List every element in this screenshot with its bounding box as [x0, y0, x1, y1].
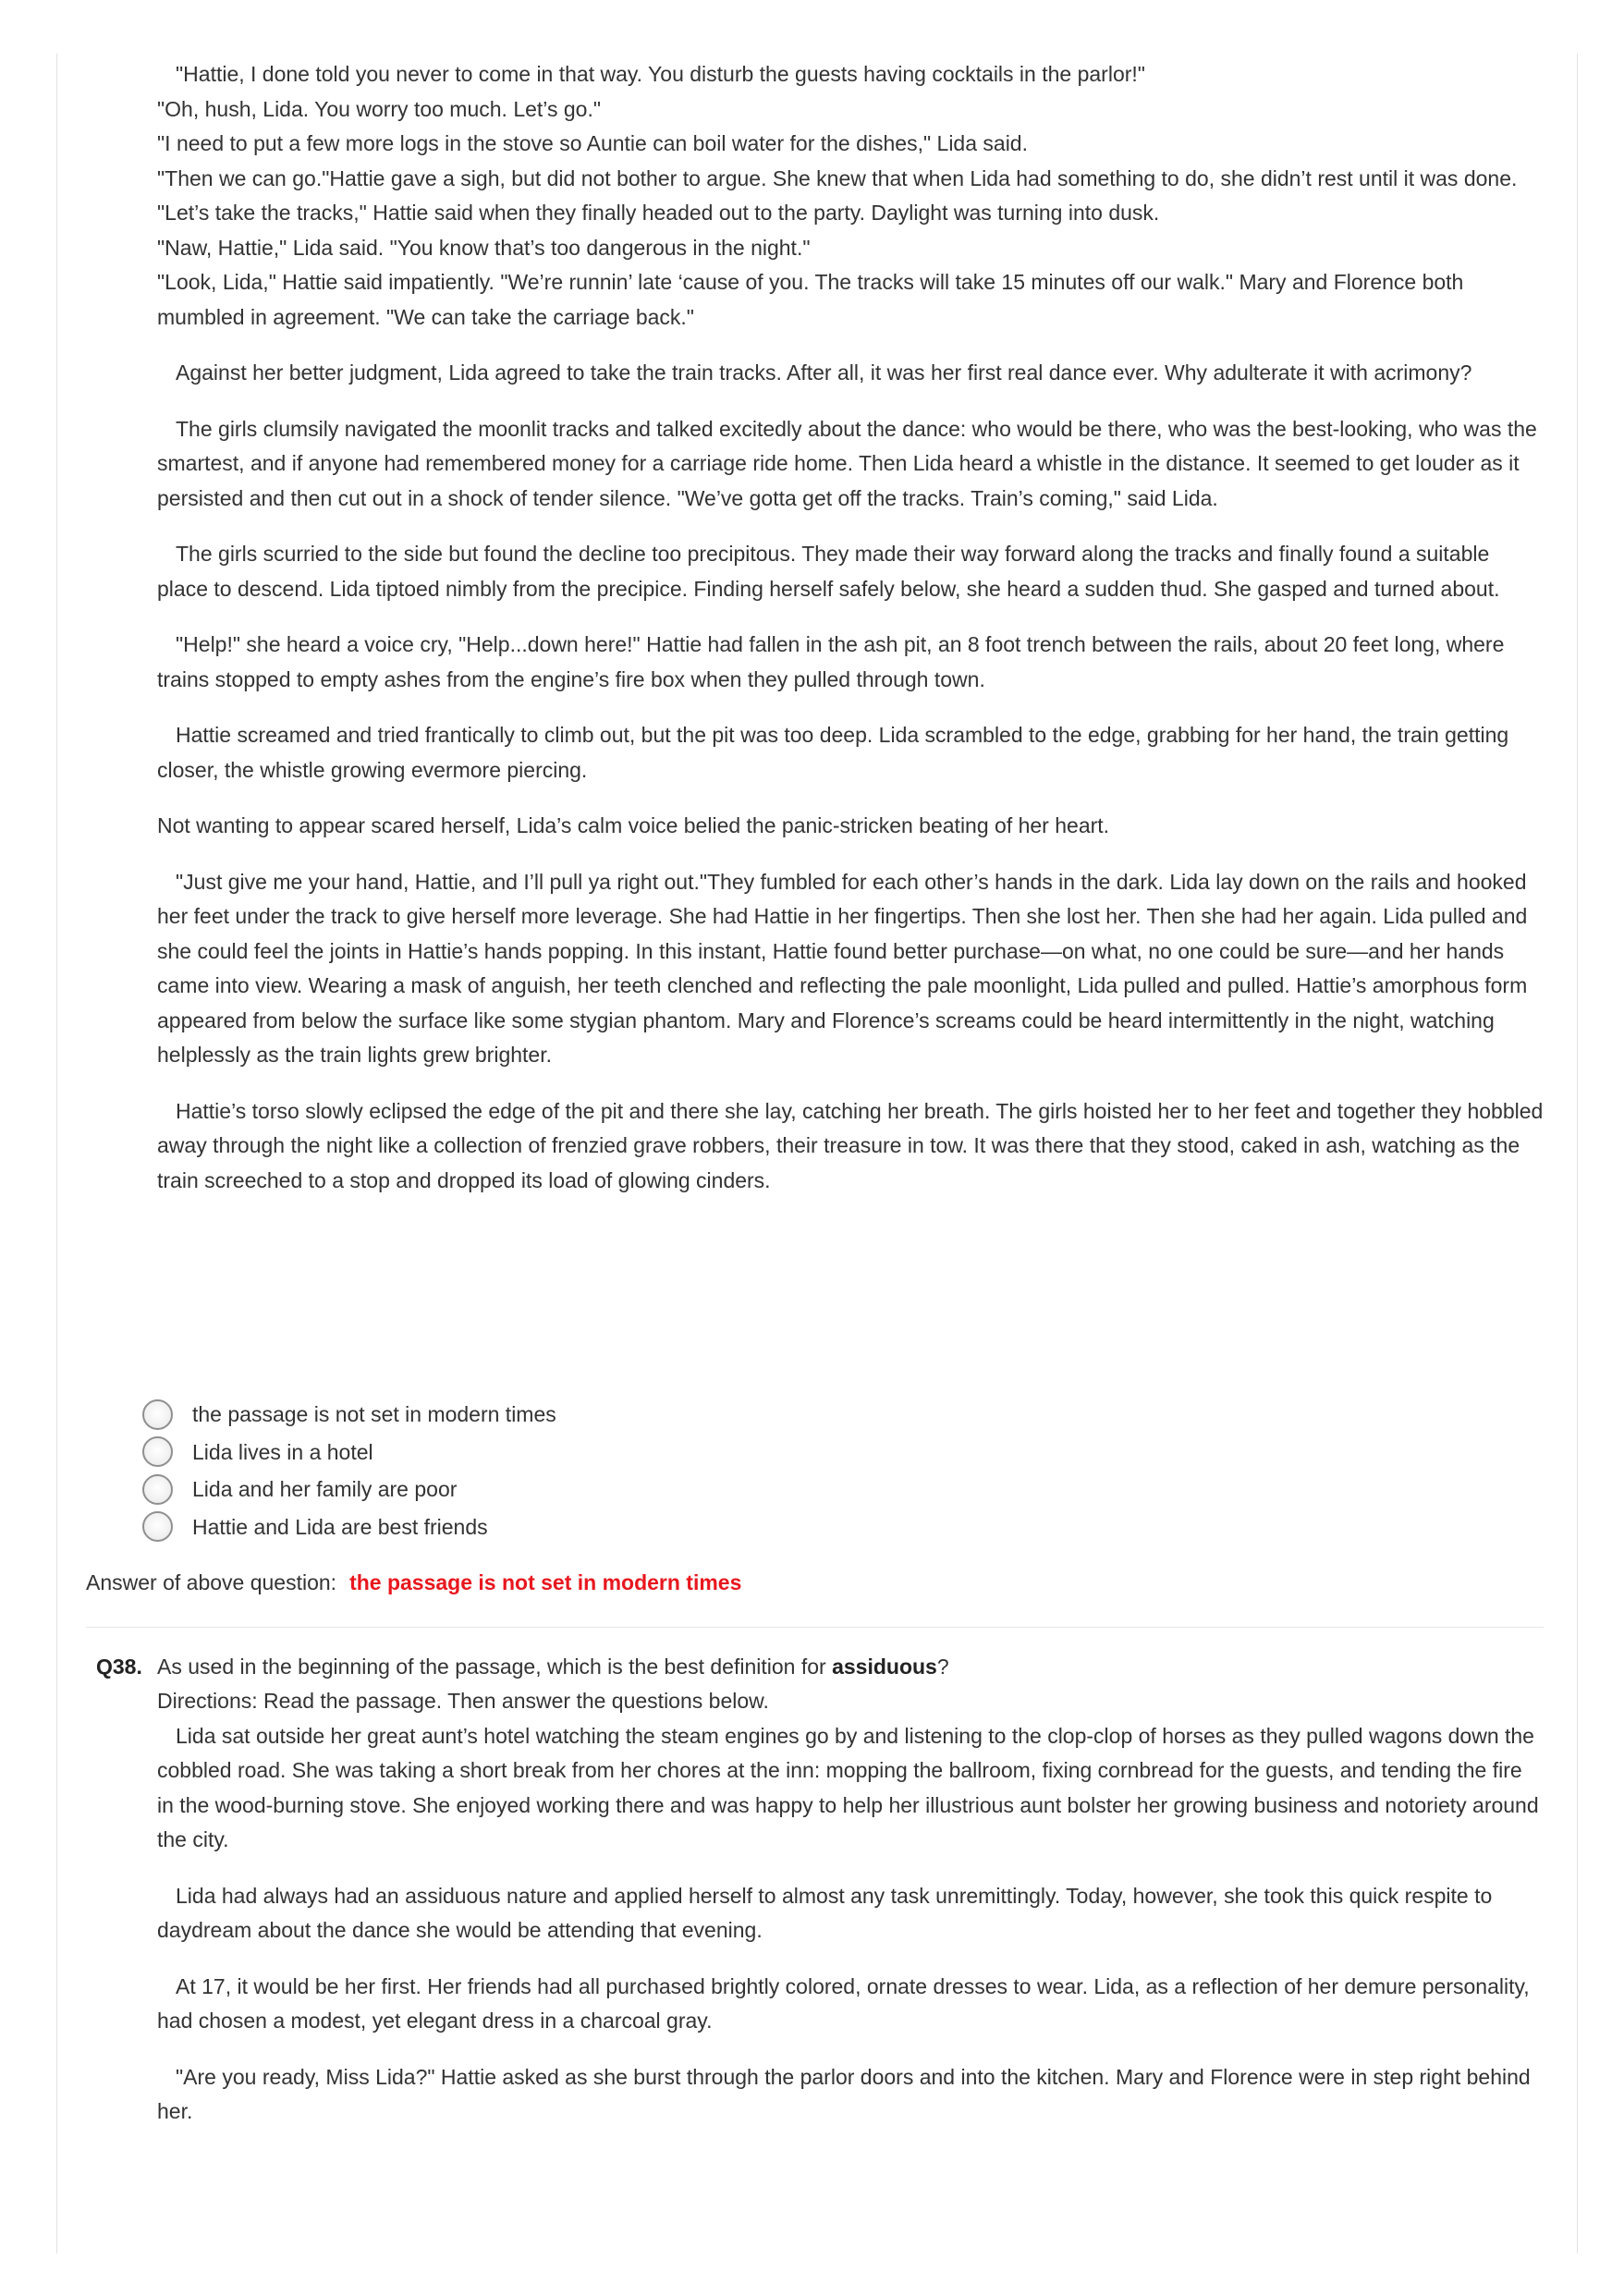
left-border-line — [56, 54, 57, 2253]
answer-label: Answer of above question: — [86, 1570, 337, 1594]
passage-paragraph: "Naw, Hattie," Lida said. "You know that’s too dangerous in the night." — [157, 235, 811, 260]
passage-paragraph: The girls clumsily navigated the moonlit tracks and talked excitedly about the dance: who would be there, who was the best-looking, who was the smartest, and if anyone had remembered money for a carriage ride home. Then Lida heard a whistle in the distance. It seemed to get louder as it persisted and then cut out in a shock of tender silence. "We’ve gotta get off the tracks. Train’s coming," said Lida. — [157, 416, 1537, 510]
question-text-before: As used in the beginning of the passage, which is the best definition for — [157, 1655, 833, 1679]
option-3[interactable] — [142, 1471, 556, 1508]
question-text — [157, 1653, 949, 1680]
answer-value: the passage is not set in modern times — [349, 1570, 742, 1594]
option-label: Hattie and Lida are best friends — [192, 1514, 488, 1539]
option-1[interactable] — [142, 1396, 556, 1434]
passage-paragraph: "Are you ready, Miss Lida?" Hattie asked as she burst through the parlor doors and into the kitchen. Mary and Florence were in step right behind her. — [157, 2064, 1531, 2123]
option-2[interactable] — [142, 1434, 556, 1472]
option-4[interactable] — [142, 1508, 556, 1546]
passage-paragraph: Lida had always had an assiduous nature and applied herself to almost any task unremittingly. Today, however, she took this quick respite to daydream about the dance she would be attending that evening. — [157, 1883, 1493, 1942]
passage-paragraph: At 17, it would be her first. Her friends had all purchased brightly colored, ornate dresses to wear. Lida, as a reflection of her demure personality, had chosen a modest, yet elegant dress in a charcoal gray. — [157, 1973, 1530, 2033]
passage-paragraph: Hattie screamed and tried frantically to climb out, but the pit was too deep. Lida scrambled to the edge, grabbing for her hand, the train getting closer, the whistle growing evermore piercing. — [157, 723, 1509, 782]
answer-options — [142, 1396, 556, 1545]
radio-button[interactable] — [142, 1474, 173, 1505]
right-border-line — [1577, 54, 1578, 2253]
radio-button[interactable] — [142, 1436, 173, 1467]
question-text-after: ? — [936, 1655, 949, 1679]
passage-paragraph: Lida sat outside her great aunt’s hotel watching the steam engines go by and listening to the clop-clop of horses as they pulled wagons down the cobbled road. She was taking a short break from her chores at the inn: mopping the ballroom, fixing cornbread for the guests, and tending the fire in the wood-burning stove. She enjoyed working there and was happy to help her illustrious aunt bolster her growing business and notoriety around the city. — [157, 1723, 1539, 1851]
radio-button[interactable] — [142, 1511, 173, 1542]
passage-paragraph: "Oh, hush, Lida. You worry too much. Let’s go." — [157, 96, 602, 121]
option-label: Lida and her family are poor — [192, 1477, 458, 1501]
option-label: Lida lives in a hotel — [192, 1439, 373, 1464]
passage-paragraph: Against her better judgment, Lida agreed to take the train tracks. After all, it was her first real dance ever. Why adulterate it with acrimony? — [176, 360, 1472, 385]
question-keyword: assiduous — [832, 1655, 937, 1679]
question-number: Q38. — [96, 1655, 142, 1679]
option-label: the passage is not set in modern times — [192, 1402, 556, 1426]
answer-line — [86, 1569, 741, 1596]
passage-paragraph: "Let’s take the tracks," Hattie said when they finally headed out to the party. Daylight was turning into dusk. — [157, 201, 1160, 225]
question-divider — [86, 1627, 1544, 1628]
directions-text: Directions: Read the passage. Then answer the questions below. — [157, 1689, 769, 1713]
passage-paragraph: "I need to put a few more logs in the stove so Auntie can boil water for the dishes," Lida said. — [157, 131, 1028, 155]
passage-paragraph: "Look, Lida," Hattie said impatiently. "We’re runnin’ late ‘cause of you. The tracks will take 15 minutes off our walk." Mary and Florence both mumbled in agreement. "We can take the carriage back." — [157, 270, 1464, 329]
passage-paragraph: The girls scurried to the side but found the decline too precipitous. They made their way forward along the tracks and finally found a suitable place to descend. Lida tiptoed nimbly from the precipice. Finding herself safely below, she heard a sudden thud. She gasped and turned about. — [157, 542, 1500, 601]
passage-paragraph: "Help!" she heard a voice cry, "Help...down here!" Hattie had fallen in the ash pit, an 8 foot trench between the rails, about 20 feet long, where trains stopped to empty ashes from the engine’s fire box when they pulled through town. — [157, 632, 1505, 691]
passage-paragraph: "Just give me your hand, Hattie, and I’ll pull ya right out."They fumbled for each other’s hands in the dark. Lida lay down on the rails and hooked her feet under the track to give herself more leverage. She had Hattie in her fingertips. Then she lost her. Then she had her again. Lida pulled and she could feel the joints in Hattie’s hands popping. In this instant, Hattie found better purchase—on what, no one could be sure—and her hands came into view. Wearing a mask of anguish, her teeth clenched and reflecting the pale moonlight, Lida pulled and pulled. Hattie’s amorphous form appeared from below the surface like some stygian phantom. Mary and Florence’s screams could be heard intermittently in the night, watching helplessly as the train lights grew brighter. — [157, 869, 1528, 1067]
radio-button[interactable] — [142, 1399, 173, 1430]
question-header — [96, 1653, 949, 1680]
passage-paragraph: "Then we can go."Hattie gave a sigh, but did not bother to argue. She knew that when Lida had something to do, she didn’t rest until it was done. — [157, 165, 1518, 190]
passage-paragraph: "Hattie, I done told you never to come in that way. You disturb the guests having cocktails in the parlor!" — [176, 62, 1145, 86]
passage-top — [157, 57, 1544, 1198]
passage-paragraph: Not wanting to appear scared herself, Lida’s calm voice belied the panic-stricken beating of her heart. — [157, 813, 1110, 837]
passage-paragraph: Hattie’s torso slowly eclipsed the edge of the pit and there she lay, catching her breath. The girls hoisted her to her feet and together they hobbled away through the night like a collection of frenzied grave robbers, their treasure in tow. It was there that they stood, caked in ash, watching as the train screeched to a stop and dropped its load of glowing cinders. — [157, 1098, 1544, 1192]
passage-bottom — [157, 1684, 1544, 2130]
